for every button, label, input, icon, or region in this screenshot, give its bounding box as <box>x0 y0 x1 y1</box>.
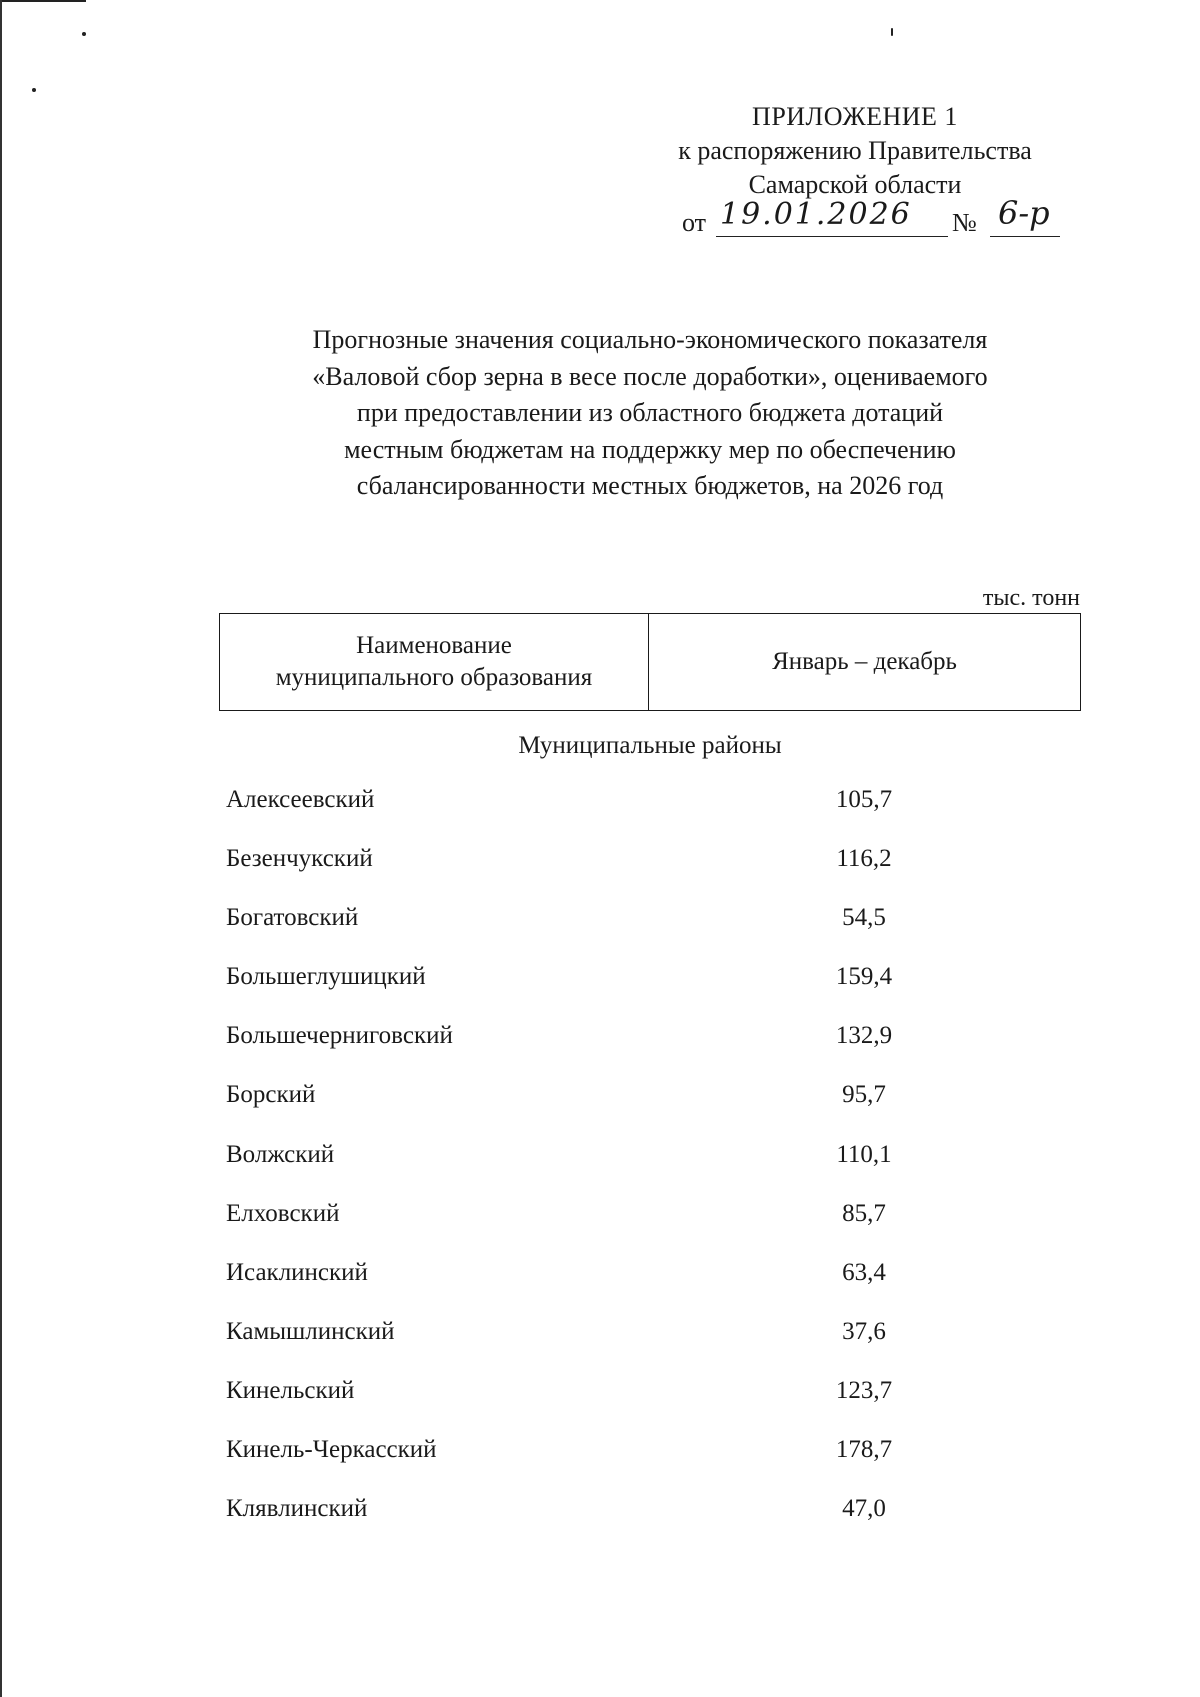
district-name: Кинельский <box>226 1376 355 1404</box>
district-value: 63,4 <box>842 1258 886 1286</box>
district-value: 54,5 <box>842 904 886 932</box>
table-header <box>219 613 1081 711</box>
table-row <box>224 1018 1084 1077</box>
date-number-line <box>640 194 1070 240</box>
appendix-line-region: Самарской области <box>748 170 962 199</box>
scan-speck <box>32 88 36 92</box>
heading-line: сбалансированности местных бюджетов, на 2026 год <box>356 471 944 500</box>
scan-speck <box>891 28 893 36</box>
district-value: 110,1 <box>836 1140 892 1168</box>
appendix-title: ПРИЛОЖЕНИЕ 1 <box>752 102 958 131</box>
district-value: 95,7 <box>842 1081 886 1109</box>
district-value: 132,9 <box>835 1022 893 1050</box>
header-name-column <box>220 614 649 710</box>
table-row <box>224 1314 1084 1373</box>
district-value: 37,6 <box>842 1317 886 1345</box>
header-name-line: муниципального образования <box>275 664 593 691</box>
heading-line: «Валовой сбор зерна в весе после доработки», оцениваемого <box>312 361 988 391</box>
number-prefix: № <box>952 208 977 237</box>
district-value: 105,7 <box>835 786 893 813</box>
district-name: Богатовский <box>226 904 359 932</box>
district-value: 47,0 <box>842 1495 886 1523</box>
district-value: 116,2 <box>836 845 892 873</box>
district-value: 159,4 <box>835 963 893 991</box>
scan-speck <box>82 32 86 36</box>
document-heading <box>200 322 1100 505</box>
table-row <box>224 1373 1084 1432</box>
district-name: Большечерниговский <box>226 1022 453 1050</box>
district-name: Безенчукский <box>226 845 373 873</box>
table-row <box>224 1432 1084 1491</box>
table-row <box>224 1255 1084 1314</box>
appendix-block <box>640 100 1070 240</box>
table-row <box>224 782 1084 841</box>
table-row <box>224 900 1084 959</box>
handwritten-date: 19.01.2026 <box>720 197 912 232</box>
scan-edge-left <box>0 0 2 1697</box>
district-value: 123,7 <box>835 1376 893 1404</box>
table-row <box>224 841 1084 900</box>
handwritten-number: 6-р <box>998 194 1050 232</box>
table-row <box>224 1137 1084 1196</box>
appendix-line-order: к распоряжению Правительства <box>678 136 1032 165</box>
heading-line: местным бюджетам на поддержку мер по обеспечению <box>344 434 956 464</box>
district-name: Елховский <box>226 1199 340 1227</box>
table-row <box>224 1077 1084 1136</box>
district-name: Волжский <box>226 1140 335 1168</box>
table-row <box>224 1196 1084 1255</box>
district-name: Клявлинский <box>226 1495 368 1523</box>
district-value: 178,7 <box>835 1436 893 1464</box>
district-name: Исаклинский <box>226 1258 368 1286</box>
table-body <box>224 782 1084 1550</box>
district-name: Большеглушицкий <box>226 963 426 991</box>
district-name: Камышлинский <box>226 1317 395 1345</box>
district-name: Борский <box>226 1081 316 1109</box>
district-name: Алексеевский <box>226 786 375 813</box>
section-title: Муниципальные районы <box>518 732 782 759</box>
unit-label: тыс. тонн <box>982 585 1080 611</box>
scan-edge-top <box>0 0 86 2</box>
table-row <box>224 1491 1084 1550</box>
heading-line: при предоставлении из областного бюджета дотаций <box>356 398 944 427</box>
district-name: Кинель-Черкасский <box>226 1436 437 1464</box>
table-row <box>224 959 1084 1018</box>
heading-line: Прогнозные значения социально-экономического показателя <box>312 325 988 354</box>
header-period-column: Январь – декабрь <box>772 648 957 675</box>
date-prefix: от <box>682 208 707 237</box>
header-name-line: Наименование <box>356 632 512 659</box>
district-value: 85,7 <box>842 1199 886 1227</box>
